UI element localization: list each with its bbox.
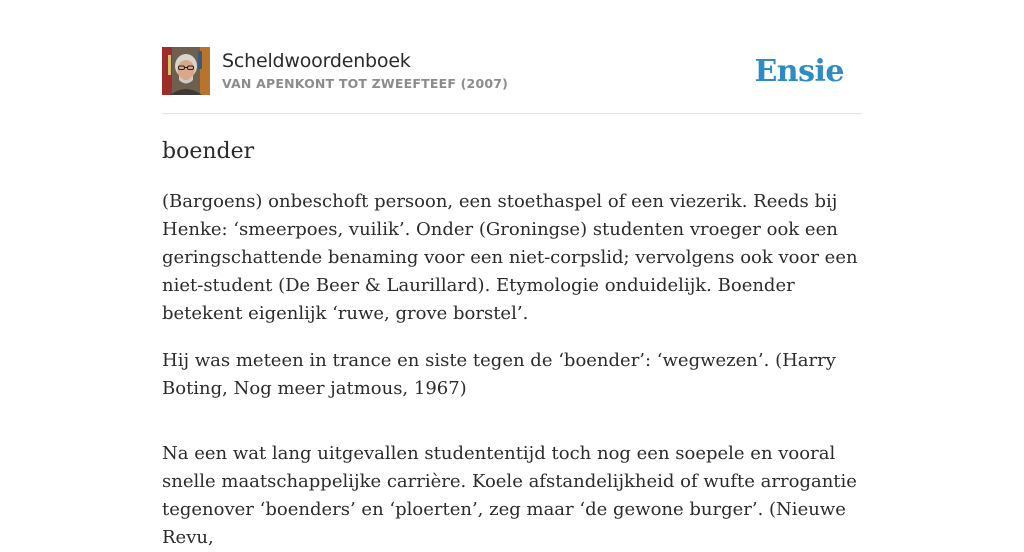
- entry-headword: boender: [162, 139, 255, 164]
- source-subtitle: VAN APENKONT TOT ZWEEFTEEF (2007): [222, 76, 509, 91]
- entry-definition: (Bargoens) onbeschoft persoon, een stoethaspel of een viezerik. Reeds bij Henke: ‘smeerpoes, vuilik’. Onder (Groningse) studenten vroeger ook een geringschattende benaming voor een niet-corpslid; vervolgens ook voor een niet-student (De Beer & Laurillard). Etymologie onduidelijk. Boender betekent eigenlijk ‘ruwe, grove borstel’.: [162, 191, 858, 324]
- entry-body: [162, 188, 862, 552]
- entry-quote: Na een wat lang uitgevallen studententijd toch nog een soepele en vooral snelle maatschappelijke carrière. Koele afstandelijkheid of wufte arrogantie tegenover ‘boenders’ en ‘ploerten’, zeg maar ‘de gewone burger’. (Nieuwe Revu,: [162, 443, 857, 548]
- page: [162, 0, 862, 552]
- author-avatar[interactable]: [162, 47, 210, 95]
- source-header: [162, 46, 862, 114]
- ensie-logo-link[interactable]: Ensie: [754, 53, 844, 89]
- source-info: [222, 49, 508, 93]
- author-portrait-icon: [162, 47, 210, 95]
- entry-quote: Hij was meteen in trance en siste tegen de ‘boender’: ‘wegwezen’. (Harry Boting, Nog meer jatmous, 1967): [162, 350, 836, 399]
- source-title[interactable]: Scheldwoordenboek: [222, 50, 411, 72]
